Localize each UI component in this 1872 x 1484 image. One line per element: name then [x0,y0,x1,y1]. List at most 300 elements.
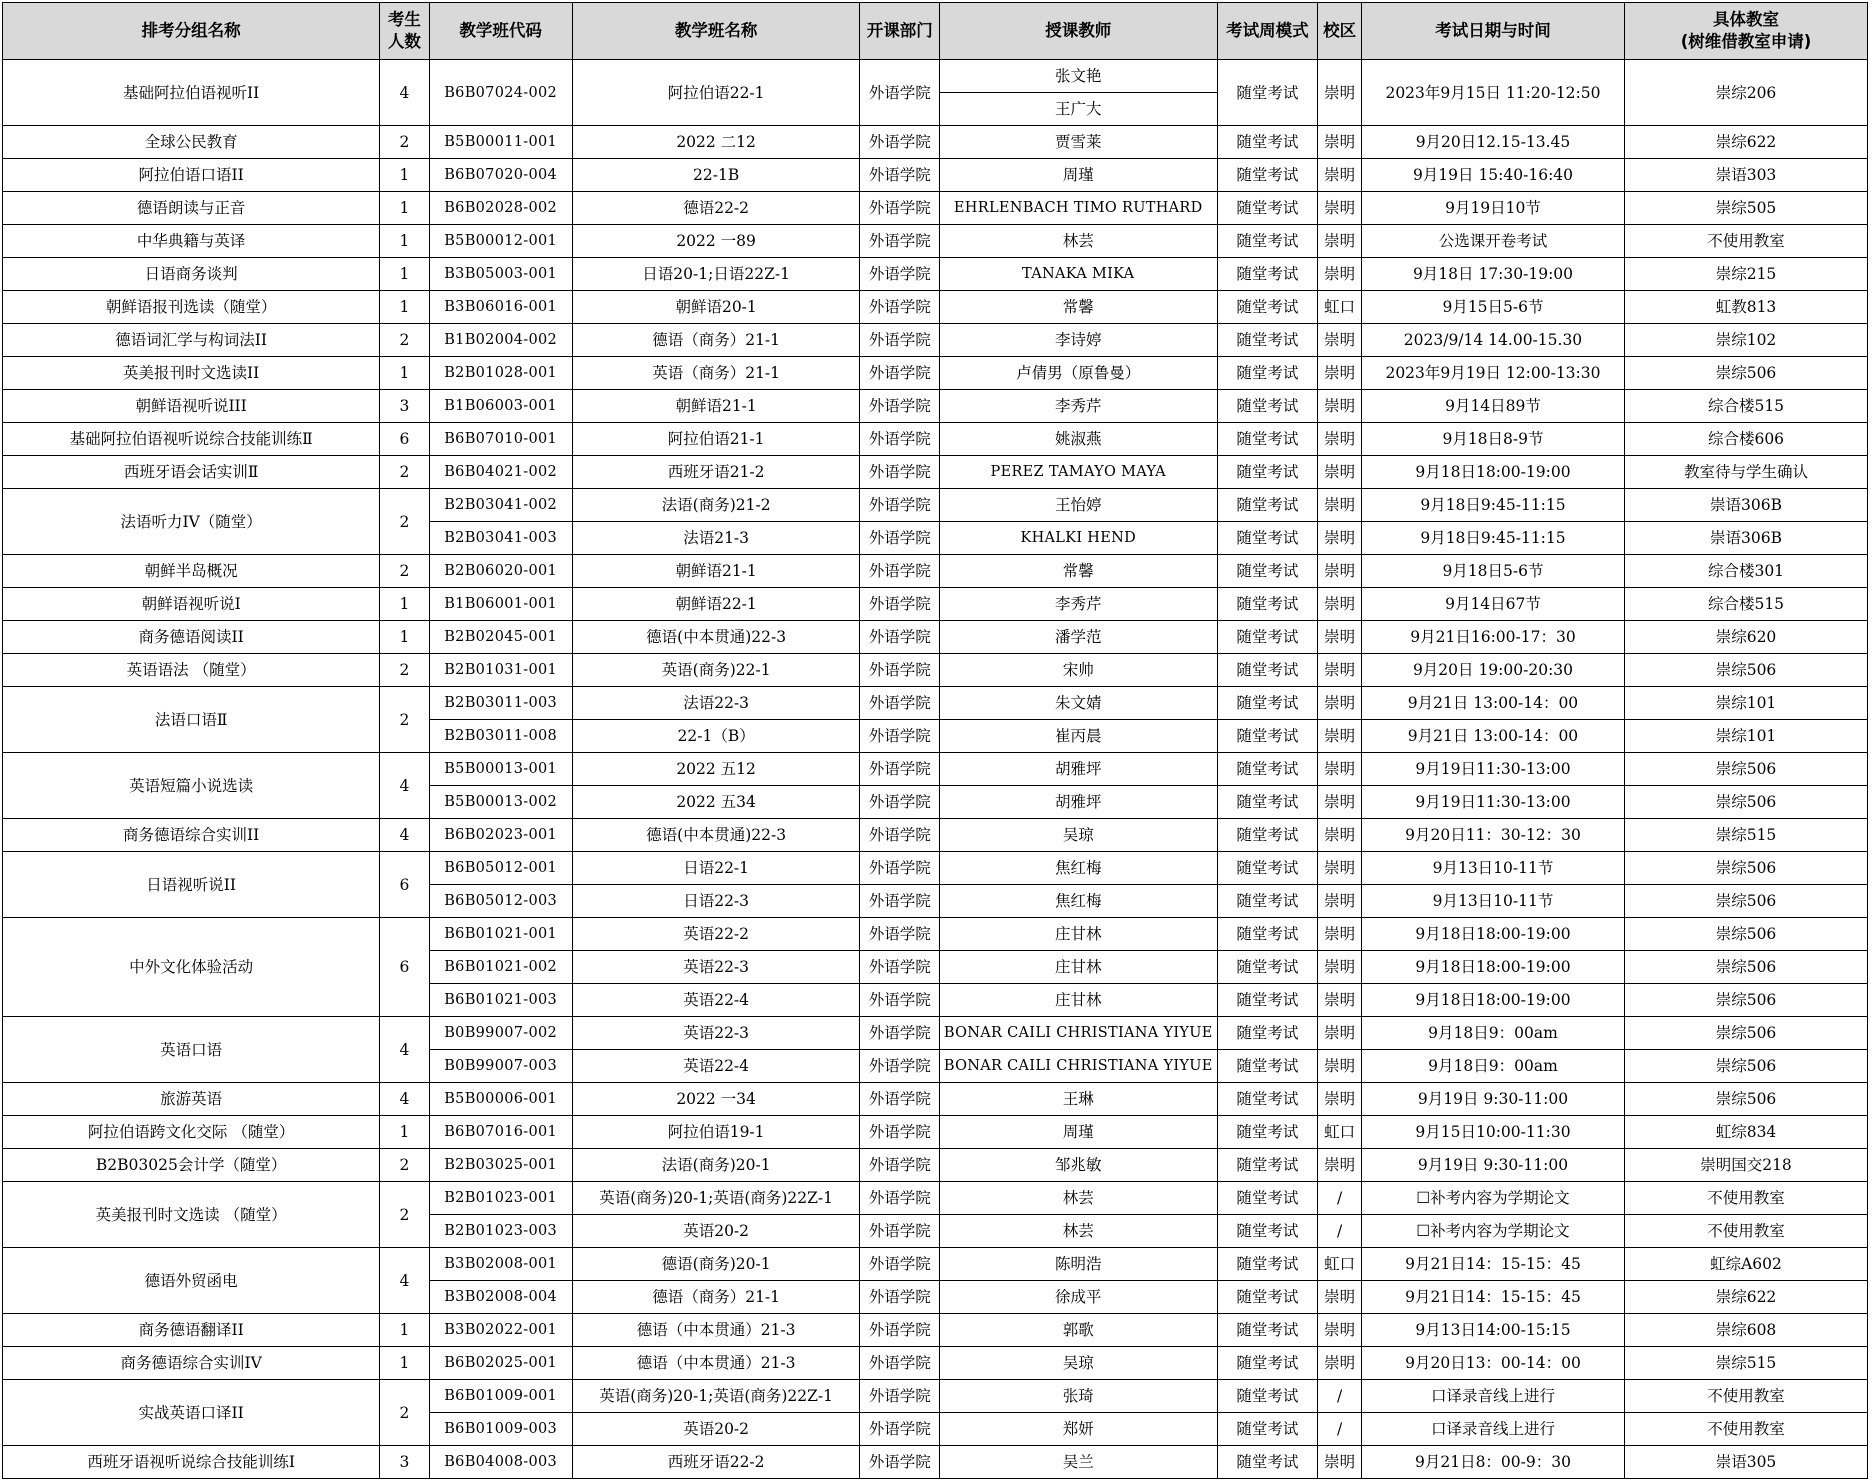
count-cell: 1 [380,258,429,291]
count-cell: 1 [380,588,429,621]
mode-cell: 随堂考试 [1217,819,1318,852]
class-code-cell: B6B01021-003 [429,984,572,1017]
dept-cell: 外语学院 [860,1347,939,1380]
class-code-cell: B6B07016-001 [429,1116,572,1149]
mode-cell: 随堂考试 [1217,753,1318,786]
teacher-cell: 徐成平 [939,1281,1217,1314]
table-row [3,1116,1868,1149]
room-cell: 综合楼515 [1625,588,1868,621]
dept-cell: 外语学院 [860,423,939,456]
datetime-cell: 9月19日 15:40-16:40 [1361,159,1624,192]
room-cell: 虹综834 [1625,1116,1868,1149]
table-row [3,1380,1868,1413]
count-cell: 2 [380,654,429,687]
dept-cell: 外语学院 [860,1182,939,1215]
table-row [3,192,1868,225]
class-code-cell: B0B99007-003 [429,1050,572,1083]
campus-cell: 崇明 [1318,357,1362,390]
datetime-cell: 9月18日18:00-19:00 [1361,456,1624,489]
teacher-cell: BONAR CAILI CHRISTIANA YIYUE [939,1017,1217,1050]
class-code-cell: B5B00013-001 [429,753,572,786]
teacher-cell: 吴琼 [939,1347,1217,1380]
dept-cell: 外语学院 [860,621,939,654]
teacher-cell: 贾雪莱 [939,126,1217,159]
class-code-cell: B3B06016-001 [429,291,572,324]
teacher-cell: TANAKA MIKA [939,258,1217,291]
class-name-cell: 西班牙语21-2 [572,456,860,489]
campus-cell: 崇明 [1318,555,1362,588]
mode-cell: 随堂考试 [1217,390,1318,423]
teacher-cell: 李诗婷 [939,324,1217,357]
class-name-cell: 英语22-4 [572,1050,860,1083]
teacher-cell: 庄甘林 [939,918,1217,951]
mode-cell: 随堂考试 [1217,588,1318,621]
group-name-cell: B2B03025会计学（随堂） [3,1149,380,1182]
table-row [3,60,1868,93]
teacher-cell: 焦红梅 [939,852,1217,885]
class-name-cell: 朝鲜语22-1 [572,588,860,621]
datetime-cell: 9月18日18:00-19:00 [1361,918,1624,951]
mode-cell: 随堂考试 [1217,357,1318,390]
class-code-cell: B2B03011-003 [429,687,572,720]
dept-cell: 外语学院 [860,588,939,621]
mode-cell: 随堂考试 [1217,687,1318,720]
dept-cell: 外语学院 [860,390,939,423]
room-cell: 崇综506 [1625,951,1868,984]
teacher-cell: 潘学范 [939,621,1217,654]
count-cell: 4 [380,1083,429,1116]
group-name-cell: 商务德语综合实训IV [3,1347,380,1380]
mode-cell: 随堂考试 [1217,786,1318,819]
dept-cell: 外语学院 [860,1116,939,1149]
dept-cell: 外语学院 [860,324,939,357]
teacher-cell: 李秀芹 [939,390,1217,423]
class-name-cell: 英语22-3 [572,1017,860,1050]
header-mode: 考试周模式 [1217,3,1318,60]
room-cell: 不使用教室 [1625,225,1868,258]
table-row [3,357,1868,390]
header-group-name: 排考分组名称 [3,3,380,60]
count-cell: 6 [380,423,429,456]
class-code-cell: B6B01009-001 [429,1380,572,1413]
mode-cell: 随堂考试 [1217,423,1318,456]
dept-cell: 外语学院 [860,1446,939,1479]
campus-cell: 崇明 [1318,258,1362,291]
mode-cell: 随堂考试 [1217,489,1318,522]
campus-cell: 虹口 [1318,1248,1362,1281]
class-name-cell: 2022 二12 [572,126,860,159]
dept-cell: 外语学院 [860,885,939,918]
class-name-cell: 德语(中本贯通)22-3 [572,819,860,852]
class-code-cell: B2B03025-001 [429,1149,572,1182]
group-name-cell: 西班牙语视听说综合技能训练I [3,1446,380,1479]
class-name-cell: 德语22-2 [572,192,860,225]
count-cell: 1 [380,291,429,324]
count-cell: 1 [380,159,429,192]
group-name-cell: 朝鲜语视听说Ⅰ [3,588,380,621]
header-dept: 开课部门 [860,3,939,60]
dept-cell: 外语学院 [860,456,939,489]
class-name-cell: 2022 五34 [572,786,860,819]
room-cell: 崇综506 [1625,1083,1868,1116]
campus-cell: 崇明 [1318,984,1362,1017]
class-code-cell: B1B06003-001 [429,390,572,423]
header-campus: 校区 [1318,3,1362,60]
campus-cell: 崇明 [1318,687,1362,720]
class-code-cell: B2B03041-003 [429,522,572,555]
group-name-cell: 全球公民教育 [3,126,380,159]
dept-cell: 外语学院 [860,126,939,159]
class-name-cell: 德语（商务）21-1 [572,324,860,357]
table-row [3,159,1868,192]
count-cell: 2 [380,1149,429,1182]
room-cell: 不使用教室 [1625,1380,1868,1413]
teacher-cell: 宋帅 [939,654,1217,687]
datetime-cell: 9月21日 13:00-14：00 [1361,720,1624,753]
room-cell: 崇综622 [1625,126,1868,159]
class-code-cell: B6B07010-001 [429,423,572,456]
count-cell: 4 [380,1017,429,1083]
dept-cell: 外语学院 [860,1017,939,1050]
campus-cell: 崇明 [1318,819,1362,852]
table-row [3,1083,1868,1116]
class-code-cell: B6B01021-002 [429,951,572,984]
table-row [3,1446,1868,1479]
class-code-cell: B2B01023-001 [429,1182,572,1215]
dept-cell: 外语学院 [860,1215,939,1248]
room-cell: 崇综506 [1625,654,1868,687]
dept-cell: 外语学院 [860,1380,939,1413]
table-row [3,1182,1868,1215]
count-cell: 3 [380,1446,429,1479]
campus-cell: 崇明 [1318,324,1362,357]
count-cell: 2 [380,1182,429,1248]
dept-cell: 外语学院 [860,1083,939,1116]
group-name-cell: 英美报刊时文选读II [3,357,380,390]
campus-cell: / [1318,1413,1362,1446]
teacher-cell: BONAR CAILI CHRISTIANA YIYUE [939,1050,1217,1083]
campus-cell: 崇明 [1318,126,1362,159]
room-cell: 崇综102 [1625,324,1868,357]
group-name-cell: 德语词汇学与构词法II [3,324,380,357]
datetime-cell: 2023年9月15日 11:20-12:50 [1361,60,1624,126]
room-cell: 崇综215 [1625,258,1868,291]
mode-cell: 随堂考试 [1217,1281,1318,1314]
count-cell: 2 [380,456,429,489]
datetime-cell: 9月19日 9:30-11:00 [1361,1083,1624,1116]
table-row [3,852,1868,885]
count-cell: 2 [380,555,429,588]
class-name-cell: 2022 一89 [572,225,860,258]
datetime-cell: 9月21日 13:00-14：00 [1361,687,1624,720]
mode-cell: 随堂考试 [1217,1380,1318,1413]
datetime-cell: 9月14日89节 [1361,390,1624,423]
dept-cell: 外语学院 [860,159,939,192]
group-name-cell: 阿拉伯语口语II [3,159,380,192]
header-room: 具体教室 (树维借教室申请) [1625,3,1868,60]
campus-cell: 崇明 [1318,1446,1362,1479]
dept-cell: 外语学院 [860,60,939,126]
group-name-cell: 英语语法 （随堂） [3,654,380,687]
class-code-cell: B3B02022-001 [429,1314,572,1347]
room-cell: 崇综506 [1625,885,1868,918]
datetime-cell: 9月15日5-6节 [1361,291,1624,324]
class-name-cell: 英语（商务）21-1 [572,357,860,390]
exam-schedule-table [2,2,1868,1479]
group-name-cell: 朝鲜语视听说III [3,390,380,423]
dept-cell: 外语学院 [860,951,939,984]
table-row [3,918,1868,951]
mode-cell: 随堂考试 [1217,522,1318,555]
datetime-cell: 口译录音线上进行 [1361,1413,1624,1446]
datetime-cell: 9月18日 17:30-19:00 [1361,258,1624,291]
teacher-cell: 朱文婧 [939,687,1217,720]
class-code-cell: B2B01031-001 [429,654,572,687]
table-row [3,126,1868,159]
datetime-cell: 9月19日 9:30-11:00 [1361,1149,1624,1182]
teacher-cell: 庄甘林 [939,951,1217,984]
teacher-cell: KHALKI HEND [939,522,1217,555]
dept-cell: 外语学院 [860,984,939,1017]
class-code-cell: B6B02028-002 [429,192,572,225]
table-row [3,621,1868,654]
class-code-cell: B5B00012-001 [429,225,572,258]
room-cell: 崇综506 [1625,1050,1868,1083]
class-name-cell: 英语22-3 [572,951,860,984]
header-row [3,3,1868,60]
mode-cell: 随堂考试 [1217,555,1318,588]
class-code-cell: B6B01009-003 [429,1413,572,1446]
mode-cell: 随堂考试 [1217,456,1318,489]
room-cell: 崇综506 [1625,852,1868,885]
campus-cell: 崇明 [1318,951,1362,984]
teacher-cell: 李秀芹 [939,588,1217,621]
campus-cell: 崇明 [1318,522,1362,555]
class-name-cell: 朝鲜语20-1 [572,291,860,324]
campus-cell: 虹口 [1318,1116,1362,1149]
class-name-cell: 法语21-3 [572,522,860,555]
table-row [3,258,1868,291]
room-cell: 不使用教室 [1625,1182,1868,1215]
campus-cell: 崇明 [1318,621,1362,654]
count-cell: 4 [380,60,429,126]
class-code-cell: B6B05012-003 [429,885,572,918]
class-name-cell: 德语(中本贯通)22-3 [572,621,860,654]
class-code-cell: B5B00013-002 [429,786,572,819]
class-code-cell: B2B03041-002 [429,489,572,522]
group-name-cell: 旅游英语 [3,1083,380,1116]
class-name-cell: 22-1B [572,159,860,192]
class-name-cell: 德语(商务)20-1 [572,1248,860,1281]
teacher-cell: 吴琼 [939,819,1217,852]
room-cell: 崇语306B [1625,489,1868,522]
teacher-cell: 王广大 [939,93,1217,126]
mode-cell: 随堂考试 [1217,291,1318,324]
campus-cell: 崇明 [1318,225,1362,258]
count-cell: 1 [380,621,429,654]
dept-cell: 外语学院 [860,687,939,720]
group-name-cell: 基础阿拉伯语视听II [3,60,380,126]
group-name-cell: 西班牙语会话实训Ⅱ [3,456,380,489]
mode-cell: 随堂考试 [1217,918,1318,951]
campus-cell: 崇明 [1318,456,1362,489]
teacher-cell: 周瑾 [939,159,1217,192]
class-name-cell: 德语（中本贯通）21-3 [572,1347,860,1380]
class-name-cell: 英语(商务)20-1;英语(商务)22Z-1 [572,1182,860,1215]
campus-cell: 崇明 [1318,1050,1362,1083]
datetime-cell: 9月19日11:30-13:00 [1361,753,1624,786]
datetime-cell: 9月18日9:45-11:15 [1361,522,1624,555]
class-name-cell: 英语22-4 [572,984,860,1017]
campus-cell: / [1318,1182,1362,1215]
dept-cell: 外语学院 [860,357,939,390]
dept-cell: 外语学院 [860,1314,939,1347]
table-row [3,1248,1868,1281]
group-name-cell: 基础阿拉伯语视听说综合技能训练Ⅱ [3,423,380,456]
group-name-cell: 阿拉伯语跨文化交际 （随堂） [3,1116,380,1149]
table-row [3,456,1868,489]
group-name-cell: 德语朗读与正音 [3,192,380,225]
datetime-cell: 2023年9月19日 12:00-13:30 [1361,357,1624,390]
count-cell: 6 [380,918,429,1017]
teacher-cell: 林芸 [939,225,1217,258]
teacher-cell: 常馨 [939,555,1217,588]
room-cell: 崇综515 [1625,1347,1868,1380]
campus-cell: 崇明 [1318,423,1362,456]
class-code-cell: B6B07020-004 [429,159,572,192]
group-name-cell: 日语视听说II [3,852,380,918]
datetime-cell: 9月20日12.15-13.45 [1361,126,1624,159]
datetime-cell: 9月14日67节 [1361,588,1624,621]
class-name-cell: 英语(商务)22-1 [572,654,860,687]
count-cell: 2 [380,1380,429,1446]
datetime-cell: 9月13日14:00-15:15 [1361,1314,1624,1347]
datetime-cell: 9月18日8-9节 [1361,423,1624,456]
teacher-cell: PEREZ TAMAYO MAYA [939,456,1217,489]
room-cell: 不使用教室 [1625,1413,1868,1446]
room-cell: 崇综506 [1625,753,1868,786]
class-name-cell: 2022 五12 [572,753,860,786]
dept-cell: 外语学院 [860,489,939,522]
dept-cell: 外语学院 [860,1281,939,1314]
room-cell: 综合楼301 [1625,555,1868,588]
class-code-cell: B5B00011-001 [429,126,572,159]
table-row [3,819,1868,852]
header-class-name: 教学班名称 [572,3,860,60]
group-name-cell: 商务德语阅读II [3,621,380,654]
teacher-cell: 张文艳 [939,60,1217,93]
mode-cell: 随堂考试 [1217,1083,1318,1116]
campus-cell: 崇明 [1318,1314,1362,1347]
campus-cell: 崇明 [1318,918,1362,951]
datetime-cell: 9月18日5-6节 [1361,555,1624,588]
count-cell: 4 [380,819,429,852]
room-cell: 崇语306B [1625,522,1868,555]
room-cell: 崇综506 [1625,984,1868,1017]
header-datetime: 考试日期与时间 [1361,3,1624,60]
room-cell: 崇综506 [1625,918,1868,951]
datetime-cell: 9月20日11：30-12：30 [1361,819,1624,852]
group-name-cell: 朝鲜语报刊选读（随堂） [3,291,380,324]
class-name-cell: 法语(商务)20-1 [572,1149,860,1182]
class-name-cell: 德语（商务）21-1 [572,1281,860,1314]
dept-cell: 外语学院 [860,258,939,291]
group-name-cell: 商务德语翻译II [3,1314,380,1347]
campus-cell: 崇明 [1318,1281,1362,1314]
table-row [3,588,1868,621]
table-row [3,1314,1868,1347]
class-name-cell: 西班牙语22-2 [572,1446,860,1479]
table-row [3,423,1868,456]
mode-cell: 随堂考试 [1217,654,1318,687]
room-cell: 崇综515 [1625,819,1868,852]
count-cell: 1 [380,225,429,258]
count-cell: 1 [380,192,429,225]
table-row [3,753,1868,786]
class-code-cell: B1B02004-002 [429,324,572,357]
campus-cell: 崇明 [1318,753,1362,786]
mode-cell: 随堂考试 [1217,126,1318,159]
count-cell: 3 [380,390,429,423]
datetime-cell: 9月18日18:00-19:00 [1361,951,1624,984]
teacher-cell: 吴兰 [939,1446,1217,1479]
room-cell: 崇综622 [1625,1281,1868,1314]
mode-cell: 随堂考试 [1217,1215,1318,1248]
class-code-cell: B6B02023-001 [429,819,572,852]
table-row [3,225,1868,258]
mode-cell: 随堂考试 [1217,258,1318,291]
datetime-cell: 9月18日18:00-19:00 [1361,984,1624,1017]
table-row [3,390,1868,423]
room-cell: 虹教813 [1625,291,1868,324]
class-name-cell: 朝鲜语21-1 [572,390,860,423]
count-cell: 1 [380,357,429,390]
room-cell: 教室待与学生确认 [1625,456,1868,489]
room-cell: 崇综608 [1625,1314,1868,1347]
mode-cell: 随堂考试 [1217,1248,1318,1281]
campus-cell: 崇明 [1318,159,1362,192]
count-cell: 4 [380,1248,429,1314]
dept-cell: 外语学院 [860,852,939,885]
class-code-cell: B2B01028-001 [429,357,572,390]
mode-cell: 随堂考试 [1217,225,1318,258]
mode-cell: 随堂考试 [1217,984,1318,1017]
class-name-cell: 日语22-1 [572,852,860,885]
room-cell: 崇综620 [1625,621,1868,654]
campus-cell: 崇明 [1318,489,1362,522]
class-code-cell: B2B01023-003 [429,1215,572,1248]
teacher-cell: 周瑾 [939,1116,1217,1149]
mode-cell: 随堂考试 [1217,1149,1318,1182]
teacher-cell: 胡雅坪 [939,753,1217,786]
room-cell: 崇综101 [1625,687,1868,720]
datetime-cell: ☐补考内容为学期论文 [1361,1215,1624,1248]
datetime-cell: 9月21日8：00-9：30 [1361,1446,1624,1479]
dept-cell: 外语学院 [860,225,939,258]
teacher-cell: EHRLENBACH TIMO RUTHARD [939,192,1217,225]
teacher-cell: 郭歌 [939,1314,1217,1347]
table-row [3,324,1868,357]
room-cell: 崇语305 [1625,1446,1868,1479]
dept-cell: 外语学院 [860,753,939,786]
datetime-cell: ☐补考内容为学期论文 [1361,1182,1624,1215]
header-count: 考生 人数 [380,3,429,60]
table-row [3,489,1868,522]
mode-cell: 随堂考试 [1217,852,1318,885]
table-row [3,555,1868,588]
class-code-cell: B6B01021-001 [429,918,572,951]
dept-cell: 外语学院 [860,1050,939,1083]
